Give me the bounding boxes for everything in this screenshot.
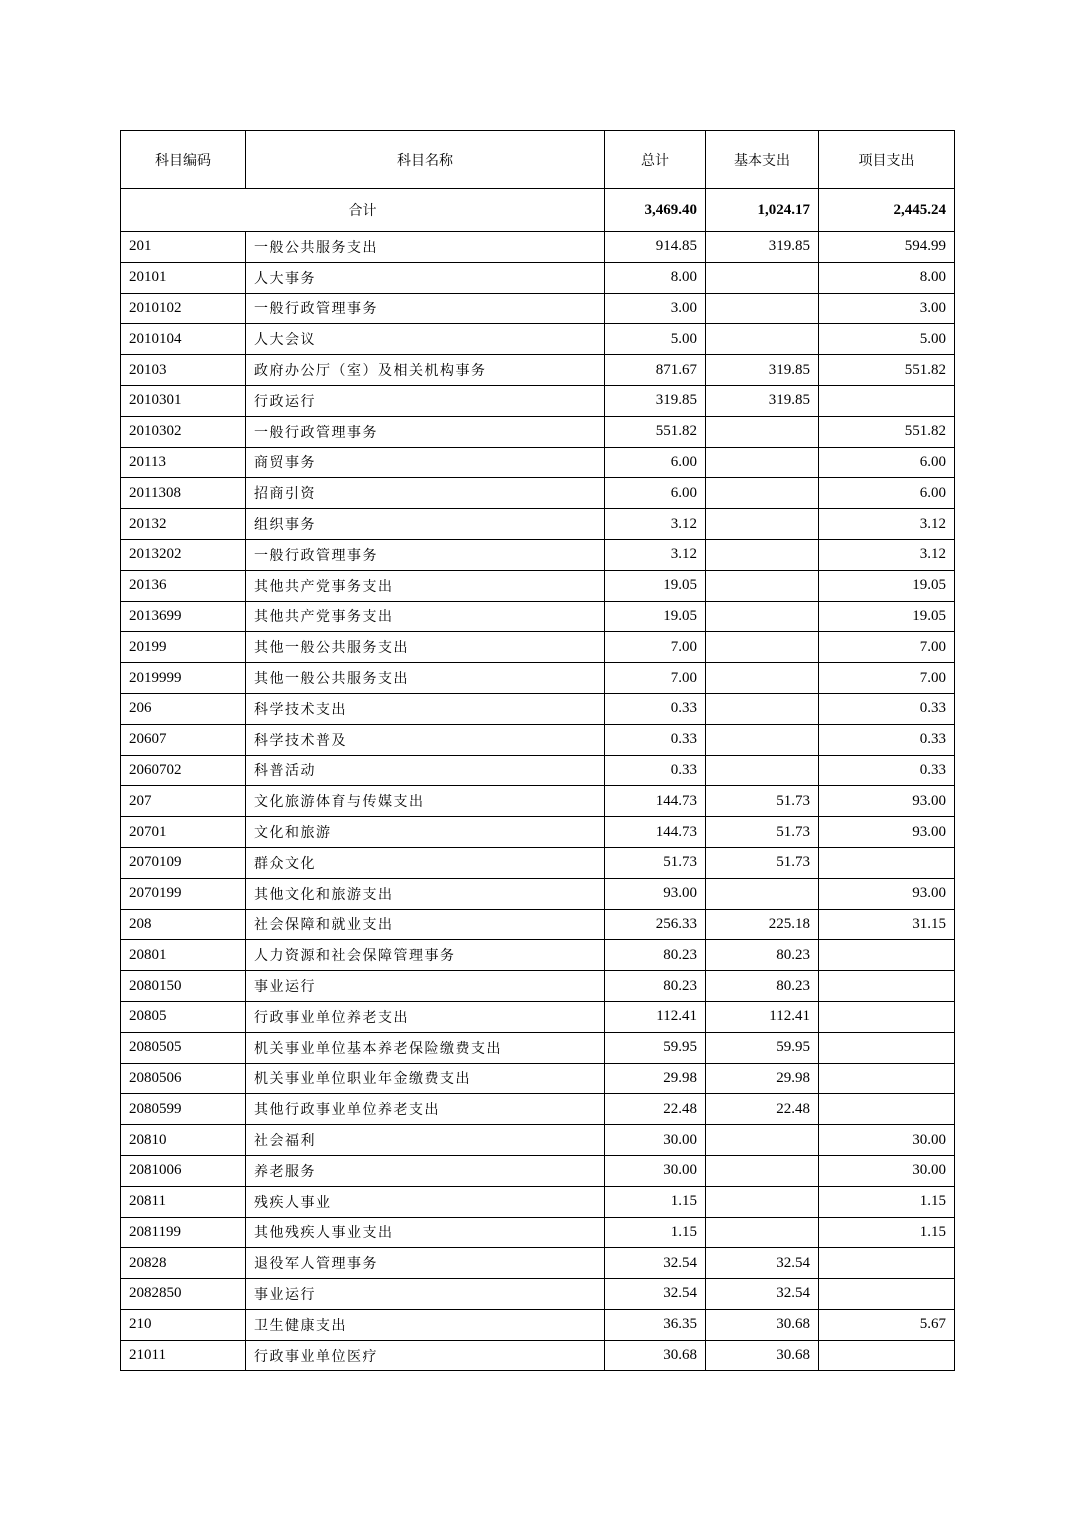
row-code: 2081199 — [121, 1217, 246, 1248]
table-row — [121, 1125, 955, 1156]
row-project: 6.00 — [819, 478, 955, 509]
row-code: 20811 — [121, 1186, 246, 1217]
row-basic: 30.68 — [706, 1340, 819, 1371]
row-name: 科学技术普及 — [246, 724, 605, 755]
row-project: 7.00 — [819, 632, 955, 663]
row-name: 组织事务 — [246, 509, 605, 540]
row-project: 8.00 — [819, 262, 955, 293]
row-code: 210 — [121, 1309, 246, 1340]
table-row — [121, 940, 955, 971]
row-basic — [706, 755, 819, 786]
row-total: 51.73 — [605, 847, 706, 878]
row-total: 1.15 — [605, 1186, 706, 1217]
expenditure-table — [120, 130, 955, 1371]
row-name: 一般行政管理事务 — [246, 416, 605, 447]
row-name: 其他残疾人事业支出 — [246, 1217, 605, 1248]
row-code: 20805 — [121, 1001, 246, 1032]
row-basic: 51.73 — [706, 817, 819, 848]
row-code: 20132 — [121, 509, 246, 540]
row-project — [819, 1279, 955, 1310]
table-row — [121, 1094, 955, 1125]
row-name: 文化旅游体育与传媒支出 — [246, 786, 605, 817]
row-name: 社会福利 — [246, 1125, 605, 1156]
row-project: 19.05 — [819, 601, 955, 632]
row-total: 256.33 — [605, 909, 706, 940]
row-total: 7.00 — [605, 632, 706, 663]
row-code: 20136 — [121, 570, 246, 601]
row-name: 科学技术支出 — [246, 693, 605, 724]
row-basic: 319.85 — [706, 385, 819, 416]
row-code: 20607 — [121, 724, 246, 755]
row-project: 31.15 — [819, 909, 955, 940]
row-project: 5.67 — [819, 1309, 955, 1340]
row-code: 2011308 — [121, 478, 246, 509]
row-name: 其他一般公共服务支出 — [246, 663, 605, 694]
table-row — [121, 1186, 955, 1217]
total-label: 合计 — [121, 189, 605, 232]
table-row — [121, 755, 955, 786]
table-row — [121, 1248, 955, 1279]
row-basic — [706, 262, 819, 293]
row-project — [819, 1094, 955, 1125]
row-code: 2080150 — [121, 971, 246, 1002]
row-total: 30.00 — [605, 1155, 706, 1186]
row-total: 112.41 — [605, 1001, 706, 1032]
table-row — [121, 663, 955, 694]
row-basic — [706, 509, 819, 540]
row-project: 30.00 — [819, 1125, 955, 1156]
table-row — [121, 693, 955, 724]
row-basic: 51.73 — [706, 847, 819, 878]
total-row — [121, 189, 955, 232]
row-total: 7.00 — [605, 663, 706, 694]
row-name: 行政运行 — [246, 385, 605, 416]
row-basic: 59.95 — [706, 1032, 819, 1063]
row-total: 551.82 — [605, 416, 706, 447]
row-project: 594.99 — [819, 232, 955, 263]
row-name: 退役军人管理事务 — [246, 1248, 605, 1279]
row-total: 6.00 — [605, 478, 706, 509]
row-total: 144.73 — [605, 817, 706, 848]
row-total: 319.85 — [605, 385, 706, 416]
table-row — [121, 632, 955, 663]
row-project: 7.00 — [819, 663, 955, 694]
row-name: 招商引资 — [246, 478, 605, 509]
row-basic: 29.98 — [706, 1063, 819, 1094]
row-project — [819, 940, 955, 971]
row-total: 3.00 — [605, 293, 706, 324]
row-name: 其他一般公共服务支出 — [246, 632, 605, 663]
row-basic: 80.23 — [706, 971, 819, 1002]
row-code: 2080599 — [121, 1094, 246, 1125]
row-name: 其他行政事业单位养老支出 — [246, 1094, 605, 1125]
row-code: 2010301 — [121, 385, 246, 416]
row-project: 5.00 — [819, 324, 955, 355]
row-total: 0.33 — [605, 755, 706, 786]
row-name: 人大事务 — [246, 262, 605, 293]
row-name: 人大会议 — [246, 324, 605, 355]
row-code: 208 — [121, 909, 246, 940]
row-name: 社会保障和就业支出 — [246, 909, 605, 940]
row-project — [819, 385, 955, 416]
row-name: 商贸事务 — [246, 447, 605, 478]
row-name: 文化和旅游 — [246, 817, 605, 848]
row-project: 19.05 — [819, 570, 955, 601]
row-name: 机关事业单位职业年金缴费支出 — [246, 1063, 605, 1094]
row-total: 6.00 — [605, 447, 706, 478]
row-project — [819, 1063, 955, 1094]
row-total: 32.54 — [605, 1248, 706, 1279]
row-basic — [706, 878, 819, 909]
row-code: 20828 — [121, 1248, 246, 1279]
row-project: 93.00 — [819, 786, 955, 817]
row-code: 206 — [121, 693, 246, 724]
row-basic — [706, 539, 819, 570]
row-project — [819, 847, 955, 878]
row-name: 行政事业单位养老支出 — [246, 1001, 605, 1032]
row-total: 5.00 — [605, 324, 706, 355]
header-project: 项目支出 — [819, 131, 955, 189]
row-project — [819, 1248, 955, 1279]
row-basic: 22.48 — [706, 1094, 819, 1125]
table-row — [121, 1340, 955, 1371]
row-total: 8.00 — [605, 262, 706, 293]
table-row — [121, 786, 955, 817]
row-project: 551.82 — [819, 416, 955, 447]
row-basic: 225.18 — [706, 909, 819, 940]
header-total: 总计 — [605, 131, 706, 189]
row-name: 其他共产党事务支出 — [246, 570, 605, 601]
row-code: 2080506 — [121, 1063, 246, 1094]
row-name: 其他文化和旅游支出 — [246, 878, 605, 909]
row-code: 20701 — [121, 817, 246, 848]
row-code: 2081006 — [121, 1155, 246, 1186]
table-row — [121, 355, 955, 386]
row-total: 914.85 — [605, 232, 706, 263]
row-basic — [706, 632, 819, 663]
table-row — [121, 817, 955, 848]
table-row — [121, 1309, 955, 1340]
row-project: 1.15 — [819, 1217, 955, 1248]
header-basic: 基本支出 — [706, 131, 819, 189]
row-total: 19.05 — [605, 601, 706, 632]
row-code: 2080505 — [121, 1032, 246, 1063]
row-name: 一般公共服务支出 — [246, 232, 605, 263]
row-code: 2013699 — [121, 601, 246, 632]
row-total: 871.67 — [605, 355, 706, 386]
row-project — [819, 1032, 955, 1063]
table-row — [121, 324, 955, 355]
row-total: 0.33 — [605, 724, 706, 755]
row-project — [819, 971, 955, 1002]
row-project: 3.12 — [819, 509, 955, 540]
table-header — [121, 131, 955, 189]
row-basic — [706, 724, 819, 755]
row-total: 1.15 — [605, 1217, 706, 1248]
row-basic: 30.68 — [706, 1309, 819, 1340]
row-name: 政府办公厅（室）及相关机构事务 — [246, 355, 605, 386]
row-basic: 32.54 — [706, 1279, 819, 1310]
total-basic: 1,024.17 — [706, 189, 819, 232]
row-name: 残疾人事业 — [246, 1186, 605, 1217]
table-body — [121, 189, 955, 1371]
row-code: 207 — [121, 786, 246, 817]
row-basic — [706, 1155, 819, 1186]
row-project: 93.00 — [819, 878, 955, 909]
row-total: 3.12 — [605, 539, 706, 570]
row-total: 32.54 — [605, 1279, 706, 1310]
table-row — [121, 1279, 955, 1310]
row-project: 93.00 — [819, 817, 955, 848]
row-code: 20810 — [121, 1125, 246, 1156]
table-row — [121, 385, 955, 416]
row-project: 0.33 — [819, 693, 955, 724]
row-total: 59.95 — [605, 1032, 706, 1063]
row-code: 2010104 — [121, 324, 246, 355]
row-basic — [706, 293, 819, 324]
table-row — [121, 416, 955, 447]
row-name: 科普活动 — [246, 755, 605, 786]
row-project: 3.12 — [819, 539, 955, 570]
row-name: 群众文化 — [246, 847, 605, 878]
row-name: 人力资源和社会保障管理事务 — [246, 940, 605, 971]
row-total: 80.23 — [605, 971, 706, 1002]
row-total: 22.48 — [605, 1094, 706, 1125]
row-total: 3.12 — [605, 509, 706, 540]
row-basic — [706, 693, 819, 724]
row-code: 201 — [121, 232, 246, 263]
table-row — [121, 232, 955, 263]
table-row — [121, 909, 955, 940]
header-code: 科目编码 — [121, 131, 246, 189]
row-name: 一般行政管理事务 — [246, 539, 605, 570]
row-basic — [706, 478, 819, 509]
row-basic — [706, 1125, 819, 1156]
row-project: 0.33 — [819, 724, 955, 755]
row-project: 1.15 — [819, 1186, 955, 1217]
total-project: 2,445.24 — [819, 189, 955, 232]
row-code: 2010302 — [121, 416, 246, 447]
row-total: 80.23 — [605, 940, 706, 971]
table-row — [121, 539, 955, 570]
row-basic — [706, 447, 819, 478]
row-name: 养老服务 — [246, 1155, 605, 1186]
row-name: 其他共产党事务支出 — [246, 601, 605, 632]
row-basic — [706, 1186, 819, 1217]
row-project — [819, 1340, 955, 1371]
row-basic — [706, 1217, 819, 1248]
table-row — [121, 1032, 955, 1063]
row-basic: 112.41 — [706, 1001, 819, 1032]
table-row — [121, 262, 955, 293]
total-total: 3,469.40 — [605, 189, 706, 232]
row-basic: 319.85 — [706, 355, 819, 386]
row-total: 19.05 — [605, 570, 706, 601]
row-basic: 32.54 — [706, 1248, 819, 1279]
row-project: 551.82 — [819, 355, 955, 386]
row-basic — [706, 416, 819, 447]
row-basic — [706, 324, 819, 355]
table-row — [121, 971, 955, 1002]
row-basic: 319.85 — [706, 232, 819, 263]
table-row — [121, 1001, 955, 1032]
table-row — [121, 878, 955, 909]
row-total: 29.98 — [605, 1063, 706, 1094]
row-basic: 80.23 — [706, 940, 819, 971]
row-code: 20801 — [121, 940, 246, 971]
row-total: 144.73 — [605, 786, 706, 817]
row-total: 30.68 — [605, 1340, 706, 1371]
table-row — [121, 478, 955, 509]
table-row — [121, 1063, 955, 1094]
row-project: 0.33 — [819, 755, 955, 786]
row-name: 机关事业单位基本养老保险缴费支出 — [246, 1032, 605, 1063]
table-row — [121, 1155, 955, 1186]
row-code: 20103 — [121, 355, 246, 386]
row-total: 93.00 — [605, 878, 706, 909]
row-code: 2019999 — [121, 663, 246, 694]
row-basic — [706, 663, 819, 694]
table-row — [121, 447, 955, 478]
row-code: 20101 — [121, 262, 246, 293]
table-row — [121, 724, 955, 755]
row-code: 21011 — [121, 1340, 246, 1371]
row-total: 30.00 — [605, 1125, 706, 1156]
table-row — [121, 293, 955, 324]
row-project — [819, 1001, 955, 1032]
row-total: 36.35 — [605, 1309, 706, 1340]
table-row — [121, 1217, 955, 1248]
row-code: 2070199 — [121, 878, 246, 909]
table-row — [121, 509, 955, 540]
row-name: 事业运行 — [246, 971, 605, 1002]
row-code: 2013202 — [121, 539, 246, 570]
row-name: 行政事业单位医疗 — [246, 1340, 605, 1371]
row-code: 20113 — [121, 447, 246, 478]
row-name: 事业运行 — [246, 1279, 605, 1310]
row-basic — [706, 601, 819, 632]
header-name: 科目名称 — [246, 131, 605, 189]
header-row — [121, 131, 955, 189]
row-project: 6.00 — [819, 447, 955, 478]
row-code: 2070109 — [121, 847, 246, 878]
table-row — [121, 601, 955, 632]
row-basic — [706, 570, 819, 601]
row-code: 2060702 — [121, 755, 246, 786]
row-project: 3.00 — [819, 293, 955, 324]
row-name: 一般行政管理事务 — [246, 293, 605, 324]
row-project: 30.00 — [819, 1155, 955, 1186]
table-row — [121, 570, 955, 601]
row-code: 2010102 — [121, 293, 246, 324]
row-total: 0.33 — [605, 693, 706, 724]
table-row — [121, 847, 955, 878]
row-basic: 51.73 — [706, 786, 819, 817]
row-code: 20199 — [121, 632, 246, 663]
row-code: 2082850 — [121, 1279, 246, 1310]
row-name: 卫生健康支出 — [246, 1309, 605, 1340]
